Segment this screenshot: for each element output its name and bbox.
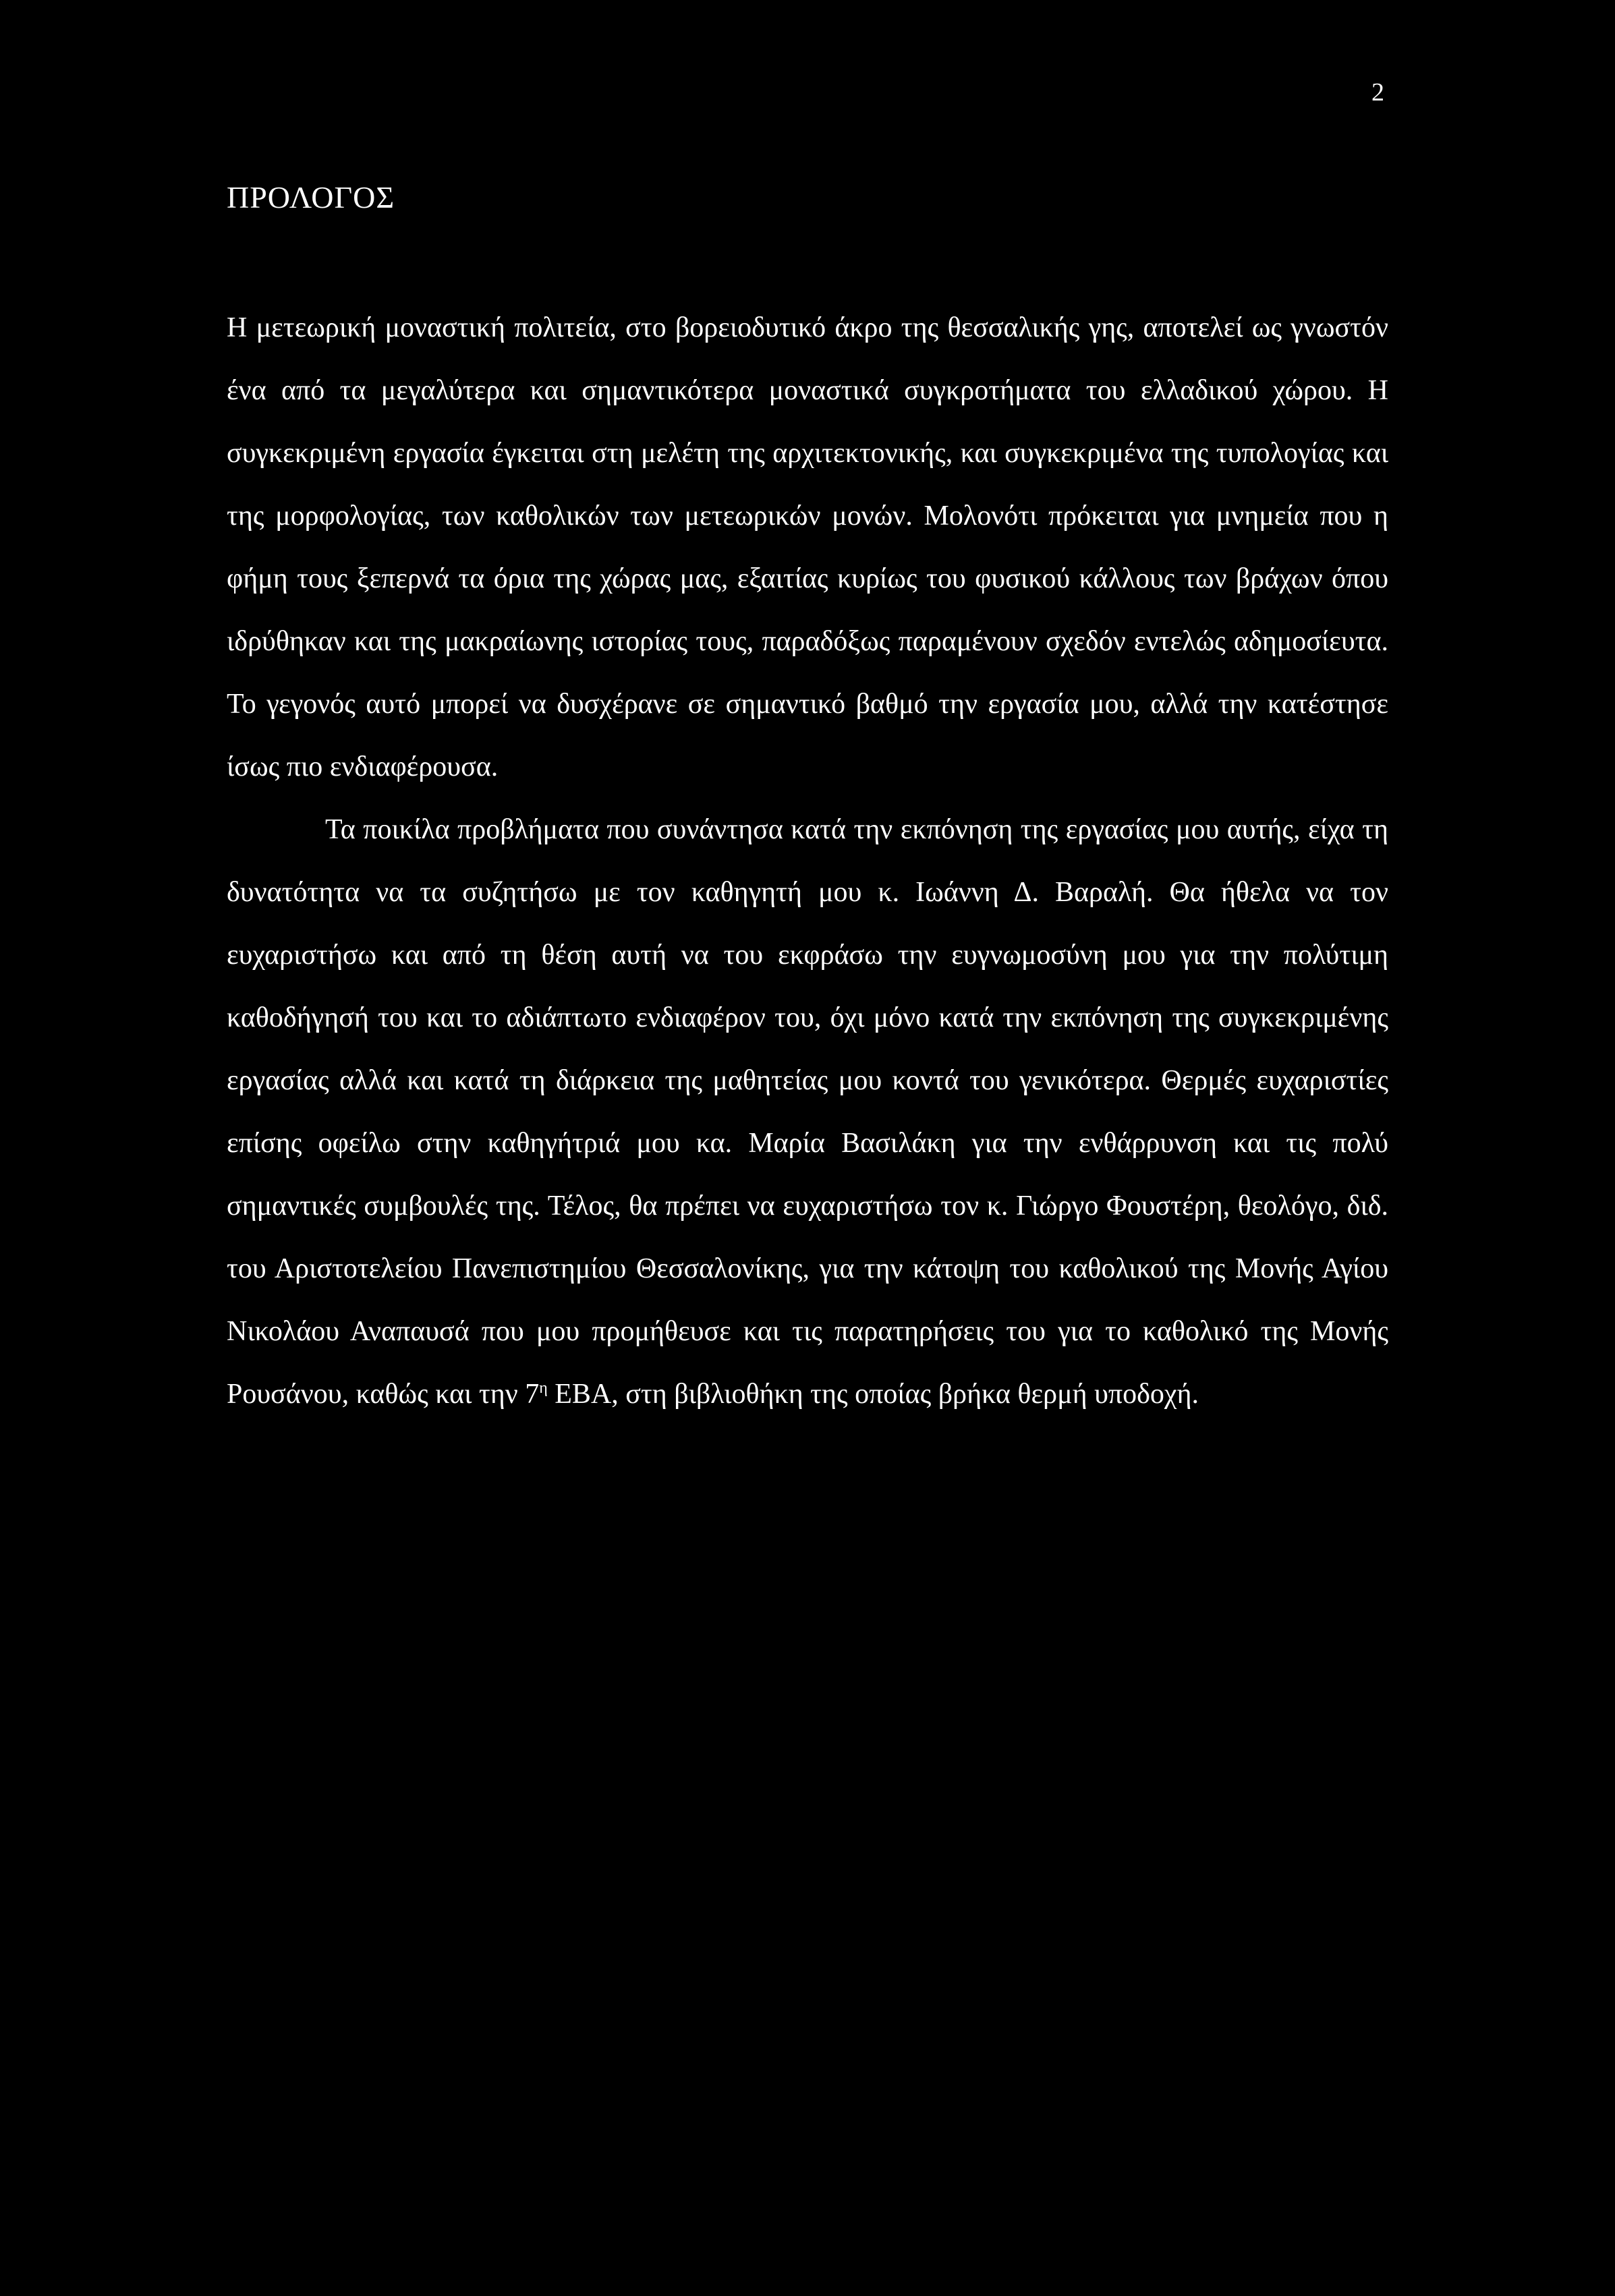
ordinal-superscript: η	[539, 1379, 548, 1397]
paragraph-intro: Η μετεωρική μοναστική πολιτεία, στο βορειοδυτικό άκρο της θεσσαλικής γης, αποτελεί ως γνωστόν ένα από τα μεγαλύτερα και σημαντικότερα μοναστικά συγκροτήματα του ελλαδικού χώρου. Η συγκεκριμένη εργασία έγκειται στη μελέτη της αρχιτεκτονικής, και συγκεκριμένα της τυπολογίας και της μορφολογίας, των καθολικών των μετεωρικών μονών. Μολονότι πρόκειται για μνημεία που η φήμη τους ξεπερνά τα όρια της χώρας μας, εξαιτίας κυρίως του φυσικού κάλλους των βράχων όπου ιδρύθηκαν και της μακραίωνης ιστορίας τους, παραδόξως παραμένουν σχεδόν εντελώς αδημοσίευτα. Το γεγονός αυτό μπορεί να δυσχέρανε σε σημαντικό βαθμό την εργασία μου, αλλά την κατέστησε ίσως πιο ενδιαφέρουσα.	[227, 312, 1388, 782]
page-title: ΠΡΟΛΟΓΟΣ	[227, 180, 395, 214]
body-text	[227, 297, 1388, 1426]
acknowledgements-text-end: ΕΒΑ, στη βιβλιοθήκη της οποίας βρήκα θερμή υποδοχή.	[547, 1379, 1199, 1410]
paragraph-acknowledgements	[227, 799, 1388, 1426]
acknowledgements-text: Τα ποικίλα προβλήματα που συνάντησα κατά την εκπόνηση της εργασίας μου αυτής, είχα τη δυνατότητα να τα συζητήσω με τον καθηγητή μου κ. Ιωάννη Δ. Βαραλή. Θα ήθελα να τον ευχαριστήσω και από τη θέση αυτή να του εκφράσω την ευγνωμοσύνη μου για την πολύτιμη καθοδήγησή του και το αδιάπτωτο ενδιαφέρον του, όχι μόνο κατά την εκπόνηση της συγκεκριμένης εργασίας αλλά και κατά τη διάρκεια της μαθητείας μου κοντά του γενικότερα. Θερμές ευχαριστίες επίσης οφείλω στην καθηγήτριά μου κα. Μαρία Βασιλάκη για την ενθάρρυνση και τις πολύ σημαντικές συμβουλές της. Τέλος, θα πρέπει να ευχαριστήσω τον κ. Γιώργο Φουστέρη, θεολόγο, διδ. του Αριστοτελείου Πανεπιστημίου Θεσσαλονίκης, για την κάτοψη του καθολικού της Μονής Αγίου Νικολάου Αναπαυσά που μου προμήθευσε και τις παρατηρήσεις του για το καθολικό της Μονής Ρουσάνου, καθώς και την 7	[227, 814, 1388, 1410]
page-number: 2	[1371, 78, 1384, 107]
